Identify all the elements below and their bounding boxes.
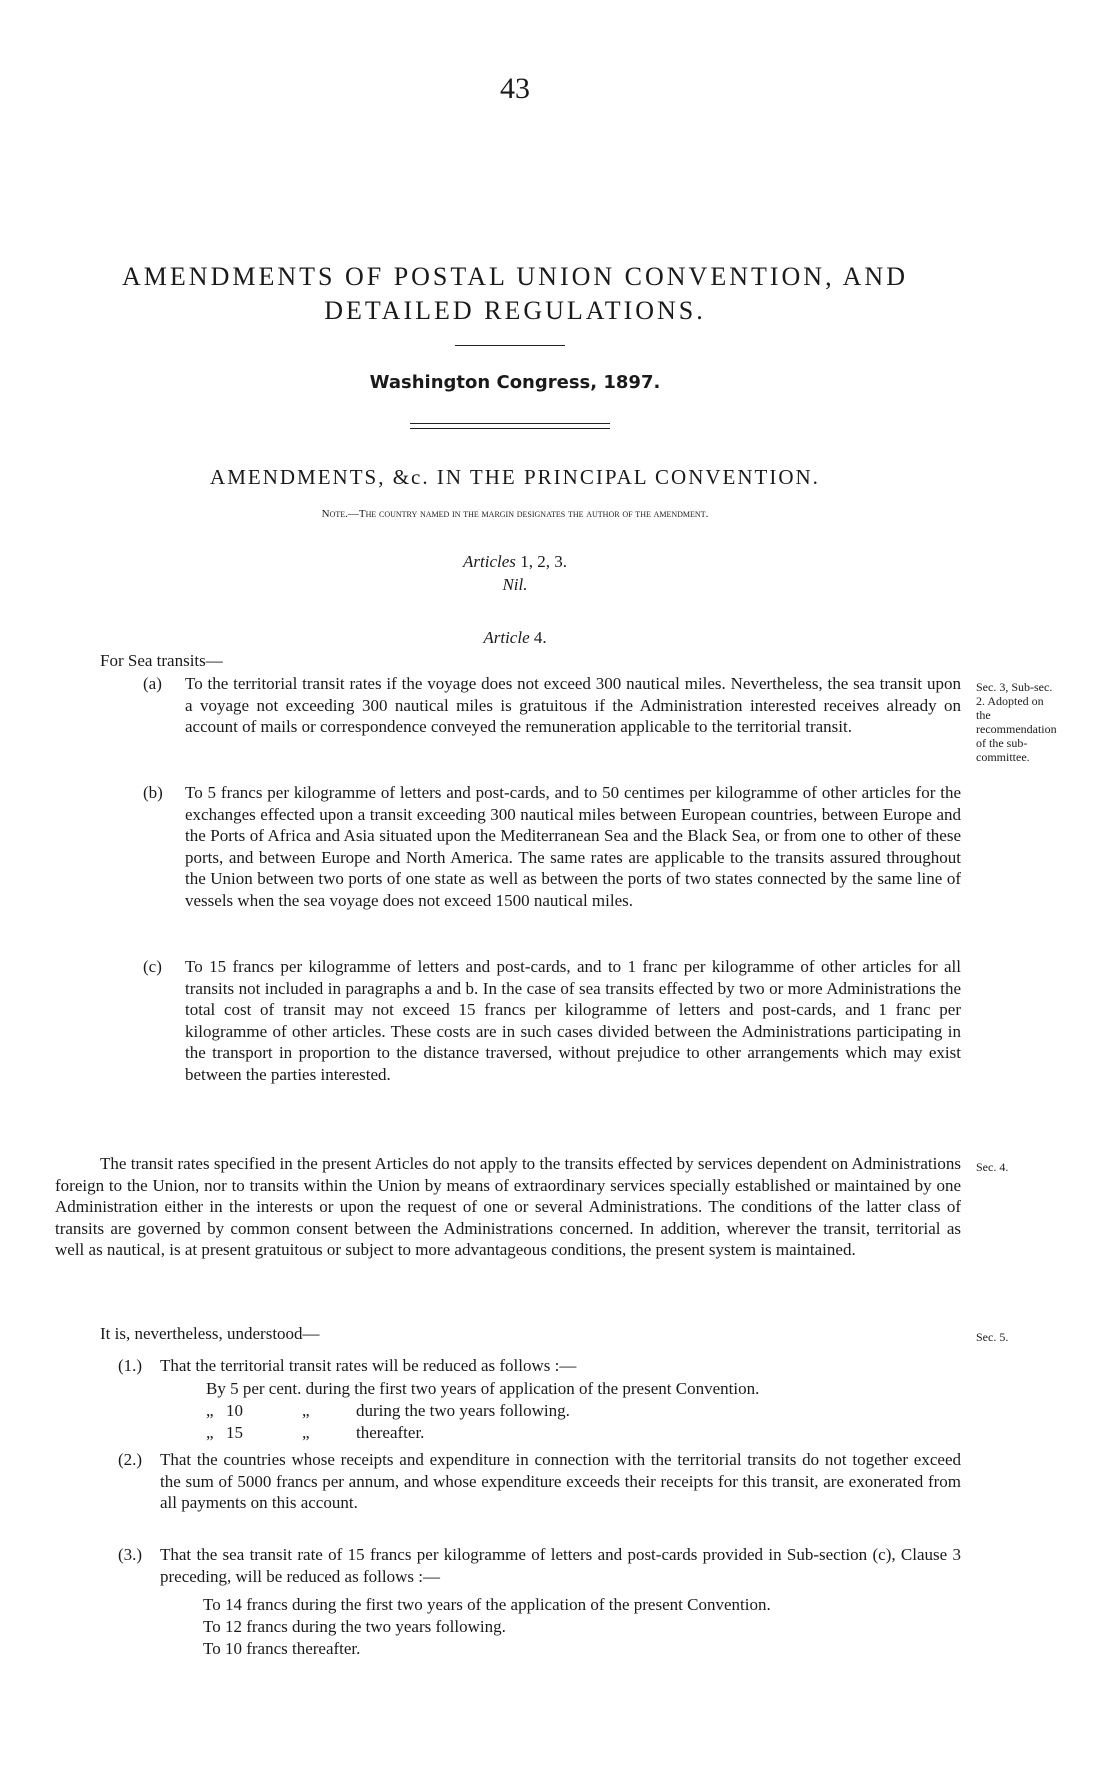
item-label: (2.) (118, 1450, 143, 1469)
page-number: 43 (500, 72, 530, 105)
sea-rate-line-2: To 12 francs during the two years following. (203, 1617, 506, 1636)
article-number: 4. (533, 628, 547, 647)
section-5-item-2 (118, 1449, 961, 1514)
articles-1-3-status: Nil. (502, 575, 528, 594)
item-text: To 5 francs per kilogramme of letters and post-cards, and to 50 centimes per kilogramme of other articles for the exchanges effected upon a transit exceeding 300 nautical miles between European countries, between Europe and the Ports of Africa and Asia situated upon the Mediterranean Sea and the Black Sea, or from one to other of these ports, and between Europe and North America. The same rates are applicable to the transits assured throughout the Union between two ports of one state as well as between the ports of two states connected by the same line of vessels when the sea voyage does not exceed 1500 nautical miles. (185, 783, 961, 910)
item-text: To 15 francs per kilogramme of letters and post-cards, and to 1 franc per kilogramme of other articles for all transits not included in paragraphs a and b. In the case of sea transits effected by two or more Administrations the total cost of transit may not exceed 15 francs per kilogramme of letters and post-cards, and 1 franc per kilogramme of other articles. These costs are in such cases divided between the Administrations participating in the transport in proportion to the distance traversed, without prejudice to other arrangements which may exist between the parties interested. (185, 957, 961, 1084)
article-4-item-b (143, 782, 961, 912)
ditto-mark: „ (302, 1423, 310, 1442)
item-label: (c) (143, 957, 162, 976)
title-rule (455, 345, 565, 346)
item-label: (a) (143, 674, 162, 693)
reduction-row-3 (206, 1422, 424, 1444)
margin-note-sec-5: Sec. 5. (976, 1330, 1009, 1344)
reduction-period: during the two years following. (356, 1401, 570, 1420)
item-label: (b) (143, 783, 163, 802)
reduction-amount: 10 (226, 1401, 243, 1420)
section-4-paragraph: The transit rates specified in the present Articles do not apply to the transits effected by services dependent on Administrations foreign to the Union, nor to transits within the Union by means of extraordinary services specially established or maintained by one Administration either in the interests or upon the request of one or several Administrations. The conditions of the latter class of transits are governed by common consent between the Administrations concerned. In addition, wherever the transit, territorial as well as nautical, is at present gratuitous or subject to more advantageous conditions, the present system is maintained. (55, 1154, 961, 1260)
articles-numbers: 1, 2, 3. (520, 552, 567, 571)
article-4-item-a (143, 673, 961, 738)
section-5-intro: It is, nevertheless, understood— (100, 1324, 320, 1343)
item-text: That the sea transit rate of 15 francs per kilogramme of letters and post-cards provided in Sub-section (c), Clause 3 preceding, will be reduced as follows :— (160, 1545, 961, 1586)
section-5-item-3 (118, 1544, 961, 1587)
reduction-amount: 15 (226, 1423, 243, 1442)
reduction-row-2 (206, 1400, 570, 1422)
articles-1-3-heading (0, 552, 1030, 572)
reduction-prefix: By (206, 1379, 226, 1398)
reduction-period: thereafter. (356, 1423, 425, 1442)
item-label: (1.) (118, 1356, 143, 1375)
article-4-intro: For Sea transits— (100, 651, 223, 670)
reduction-period: during the first two years of application of the present Convention. (305, 1379, 760, 1398)
articles-label: Articles (463, 552, 516, 571)
ditto-mark: „ (206, 1401, 214, 1420)
section-5-item-1 (118, 1355, 961, 1377)
item-label: (3.) (118, 1545, 143, 1564)
congress-subtitle: Washington Congress, 1897. (369, 372, 661, 393)
document-title: AMENDMENTS OF POSTAL UNION CONVENTION, AND DETAILED REGULATIONS. (122, 262, 908, 325)
ditto-mark: „ (302, 1401, 310, 1420)
double-rule-top (410, 423, 610, 424)
double-rule-bottom (410, 428, 610, 429)
item-text: To the territorial transit rates if the voyage does not exceed 300 nautical miles. Nevertheless, the sea transit upon a voyage not exceeding 300 nautical miles is gratuitous if the Administration interested receives already on account of mails or correspondence conveyed the remuneration applicable to the territorial transit. (185, 674, 961, 737)
item-text: That the countries whose receipts and expenditure in connection with the territorial transits do not together exceed the sum of 5000 francs per annum, and whose expenditure exceeds their receipts for this transit, are exonerated from all payments on this account. (160, 1450, 961, 1513)
margin-note-sec-3: Sec. 3, Sub-sec. 2. Adopted on the recommendation of the sub-committee. (976, 680, 1057, 764)
reduction-amount: 5 per cent. (230, 1379, 302, 1398)
ditto-mark: „ (206, 1423, 214, 1442)
article-4-item-c (143, 956, 961, 1086)
article-4-heading (0, 628, 1030, 648)
sea-rate-line-3: To 10 francs thereafter. (203, 1639, 361, 1658)
margin-note-sec-4: Sec. 4. (976, 1160, 1009, 1174)
item-text: That the territorial transit rates will be reduced as follows :— (160, 1356, 577, 1375)
reduction-row-1 (206, 1378, 759, 1400)
sea-rate-line-1: To 14 francs during the first two years of the application of the present Convention. (203, 1595, 771, 1614)
article-label: Article (483, 628, 530, 647)
section-heading: AMENDMENTS, &c. IN THE PRINCIPAL CONVENTION. (210, 465, 820, 489)
author-note: Note.—The country named in the margin designates the author of the amendment. (321, 508, 709, 520)
